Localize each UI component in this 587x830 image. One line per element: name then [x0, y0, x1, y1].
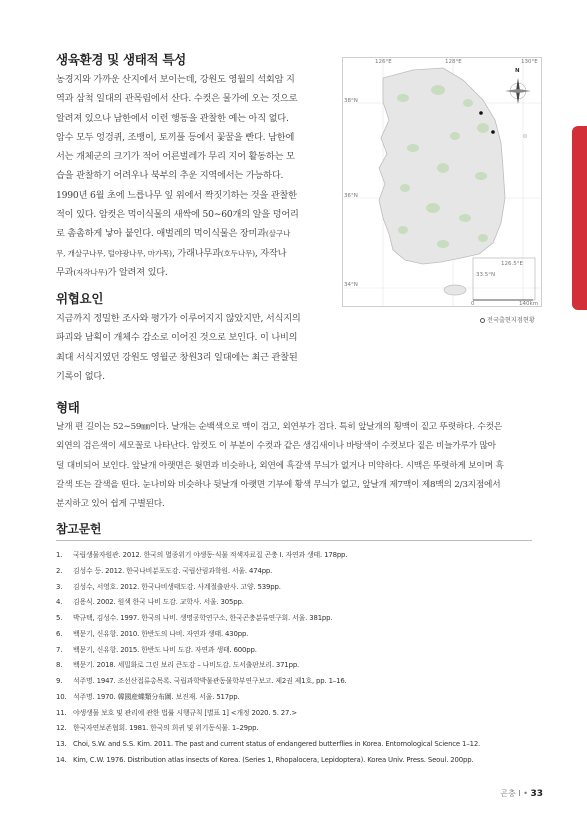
- form-line: 분지하고 있어 쉽게 구별된다.: [56, 499, 165, 510]
- protected-region: [437, 240, 449, 248]
- lat-label: 33.5°N: [476, 272, 496, 278]
- habitat-line: 적이 있다. 암컷은 먹이식물의 새싹에 50∼60개의 알을 덩어리: [56, 209, 299, 221]
- reference-text: Choi, S.W. and S.S. Kim. 2011. The past and current status of endangered butterflies in Korea. Entomological Science 1–12.: [73, 740, 481, 748]
- habitat-line: 알려져 있으나 남한에서 이런 행동을 관찰한 예는 아직 없다.: [56, 112, 289, 124]
- reference-item: [56, 753, 480, 769]
- page-footer: [500, 788, 543, 799]
- reference-text: 야생생물 보호 및 관리에 관한 법률 시행규칙 [별표 1] <개정 2020. 5. 27.>: [73, 708, 297, 717]
- habitat-line: 역과 삼척 일대의 관목림에서 산다. 수컷은 물가에 오는 것으로: [56, 93, 298, 105]
- threat-line: 지금까지 정밀한 조사와 평가가 이루어지지 않았지만, 서식지의: [56, 313, 301, 324]
- lon-label: 128°E: [445, 59, 462, 65]
- reference-text: 석주명. 1947. 조선산접류총목록. 국립과학박물관동물학부연구보고. 제2권 제1호, pp. 1–16.: [73, 677, 347, 685]
- compass-rose-icon: [505, 78, 531, 104]
- lat-label: 34°N: [344, 282, 358, 288]
- reference-item: [56, 674, 480, 690]
- protected-region: [407, 144, 419, 152]
- threat-paragraph: [56, 309, 326, 386]
- habitat-paragraph: [56, 70, 326, 282]
- reference-item: [56, 643, 480, 659]
- reference-number: 8.: [56, 661, 63, 670]
- reference-number: 10.: [56, 692, 67, 701]
- references-divider: [56, 540, 532, 541]
- form-line: 날개 편 길이는 52∼59㎜이다. 날개는 순백색으로 맥이 검고, 외연부가 검다. 특히 앞날개의 횡맥이 짙고 뚜렷하다. 수컷은: [56, 422, 502, 432]
- reference-item: [56, 595, 480, 611]
- reference-text: Kim, C.W. 1976. Distribution atlas insects of Korea. (Series 1, Rhopalocera, Lepidoptera). Korea Univ. Press. Seoul. 200pp.: [73, 755, 474, 764]
- reference-text: 백문기, 신유항. 2010. 한반도의 나비. 자연과 생태. 430pp.: [73, 629, 249, 638]
- form-line: 덜 대비되어 보인다. 앞날개 아랫면은 윗면과 비슷하나, 외연에 흑갈색 무늬가 없거나 미약하다. 시맥은 뚜렷하게 보이며 흑: [56, 460, 504, 471]
- habitat-line: [56, 263, 326, 282]
- reference-number: 6.: [56, 629, 63, 638]
- habitat-small-text: (호두나무): [220, 248, 255, 258]
- reference-text: 백문기, 신유항. 2015. 한반도 나비 도감. 자연과 생태. 600pp.: [73, 645, 257, 654]
- protected-region: [400, 184, 410, 192]
- circle-marker-icon: [480, 318, 485, 323]
- reference-number: 4.: [56, 598, 63, 607]
- reference-item: [56, 580, 480, 596]
- korea-map-graphic: [343, 58, 542, 307]
- reference-text: 김성수 등. 2012. 한국나비분포도감. 국립산림과학원. 서울. 474pp.: [73, 566, 273, 575]
- habitat-line: [56, 224, 326, 243]
- references-list: [56, 548, 480, 769]
- protected-region: [463, 99, 473, 107]
- page-number: 33: [530, 789, 543, 799]
- reference-number: 7.: [56, 645, 63, 654]
- reference-text: 김용식. 2002. 원색 한국 나비 도감. 교학사. 서울. 305pp.: [73, 598, 244, 607]
- protected-region: [431, 85, 445, 95]
- protected-region: [398, 226, 408, 234]
- protected-region: [450, 132, 460, 140]
- north-label: N: [515, 68, 520, 74]
- habitat-heading: 생육환경 및 생태적 특성: [56, 52, 186, 67]
- reference-item: [56, 627, 480, 643]
- habitat-line: 서는 개체군의 크기가 적어 어른벌레가 무리 지어 활동하는 모: [56, 151, 295, 163]
- occurrence-marker: [479, 111, 483, 115]
- reference-number: 1.: [56, 551, 63, 559]
- map-caption-text: 전국출현지점현황: [487, 317, 535, 324]
- reference-text: 박규택, 김성수. 1997. 한국의 나비. 생명공학연구소, 한국곤충분류연구회. 서울. 381pp.: [73, 614, 333, 622]
- reference-number: 14.: [56, 755, 67, 764]
- form-line: 외연의 검은색이 세모꼴로 나타난다. 암컷도 이 부분이 수컷과 같은 생김새이나 바탕색이 수컷보다 짙은 비늘가루가 많아: [56, 441, 496, 452]
- protected-region: [477, 123, 489, 133]
- form-heading: 형태: [56, 400, 80, 415]
- scale-label: 0: [471, 301, 475, 307]
- reference-item: [56, 548, 480, 564]
- chapter-side-tab: [572, 126, 587, 310]
- reference-item: [56, 564, 480, 580]
- reference-number: 12.: [56, 724, 67, 733]
- protected-region: [397, 94, 409, 102]
- reference-number: 11.: [56, 708, 67, 717]
- reference-text: 김성수, 서영호. 2012. 한국나비생태도감. 사계절출판사. 고양. 539pp.: [73, 582, 281, 591]
- threat-line: 파괴와 남획이 개체수 감소로 이어진 것으로 보인다. 이 나비의: [56, 332, 298, 344]
- form-paragraph: [56, 418, 534, 514]
- jeju-island-shape: [444, 285, 466, 295]
- lon-label: 130°E: [521, 59, 538, 65]
- reference-number: 3.: [56, 582, 63, 591]
- habitat-line: 1990년 6월 초에 느릅나무 잎 위에서 짝짓기하는 것을 관찰한: [56, 189, 297, 201]
- distribution-map: [342, 57, 542, 307]
- reference-text: 한국자연보존협회. 1981. 한국의 희귀 및 위기동식물. 1–29pp.: [73, 724, 259, 733]
- reference-item: [56, 737, 480, 753]
- ulleung-island-shape: [523, 134, 527, 137]
- habitat-line: 습을 관찰하기 어려우나 북부의 추운 지역에서는 가능하다.: [56, 170, 284, 182]
- protected-region: [475, 172, 487, 180]
- reference-item: [56, 690, 480, 706]
- reference-item: [56, 611, 480, 627]
- threat-line: 기록이 없다.: [56, 370, 105, 382]
- footer-section: 곤충 I: [500, 789, 521, 798]
- protected-region: [459, 214, 471, 222]
- habitat-text: 로 촘촘하게 낳아 붙인다. 애벌레의 먹이식물은 장미과: [56, 228, 266, 240]
- inset-lon-label: 126.5°E: [501, 261, 523, 267]
- habitat-small-text: (살구나: [265, 229, 291, 239]
- reference-text: 석주명. 1970. 韓國産蝶類分布圖. 보진재. 서울. 517pp.: [73, 692, 240, 701]
- references-heading: 참고문헌: [56, 522, 102, 536]
- habitat-small-text: (자작나무): [73, 267, 108, 277]
- reference-number: 2.: [56, 566, 63, 575]
- protected-region: [426, 203, 440, 213]
- footer-separator: •: [523, 789, 528, 798]
- lat-label: 38°N: [344, 98, 358, 104]
- scale-label: 140km: [519, 301, 539, 307]
- reference-item: [56, 706, 480, 722]
- habitat-text: 무과: [56, 266, 74, 278]
- form-line: 갈색 또는 갈색을 띤다. 눈나비와 비슷하나 뒷날개 아랫면 기부에 황색 무늬가 없고, 앞날개 제7맥이 제8맥의 2/3지점에서: [56, 479, 501, 490]
- reference-number: 13.: [56, 740, 67, 748]
- protected-region: [478, 234, 488, 242]
- reference-item: [56, 721, 480, 737]
- habitat-line: 농경지와 가까운 산지에서 보이는데, 강원도 영월의 석회암 지: [56, 74, 295, 85]
- lon-label: 126°E: [375, 59, 392, 65]
- protected-region: [437, 163, 449, 173]
- habitat-line: 암수 모두 엉겅퀴, 조뱅이, 토끼풀 등에서 꽃꿀을 빤다. 남한에: [56, 131, 295, 143]
- occurrence-marker: [491, 130, 495, 134]
- habitat-text: , 자작나: [254, 247, 287, 259]
- reference-number: 5.: [56, 614, 63, 622]
- threat-line: 최대 서식지였던 강원도 영월군 창원3리 일대에는 최근 관찰된: [56, 351, 298, 363]
- habitat-text: 가 알려져 있다.: [107, 266, 168, 278]
- habitat-small-text: 무, 개살구나무, 털야광나무, 마가목): [56, 248, 172, 258]
- lat-label: 36°N: [344, 193, 358, 199]
- reference-item: [56, 658, 480, 674]
- habitat-line: [56, 244, 326, 263]
- habitat-text: , 가래나무과: [171, 247, 221, 259]
- reference-text: 백문기. 2018. 세밀화로 그린 보리 큰도감 – 나비도감. 도서출판보리. 371pp.: [73, 661, 300, 670]
- threat-heading: 위협요인: [56, 291, 104, 306]
- reference-number: 9.: [56, 677, 63, 685]
- reference-text: 국립생물자원관. 2012. 한국의 멸종위기 야생동·식물 적색자료집 곤충 I. 자연과 생태. 178pp.: [73, 551, 348, 559]
- map-caption: [480, 315, 535, 324]
